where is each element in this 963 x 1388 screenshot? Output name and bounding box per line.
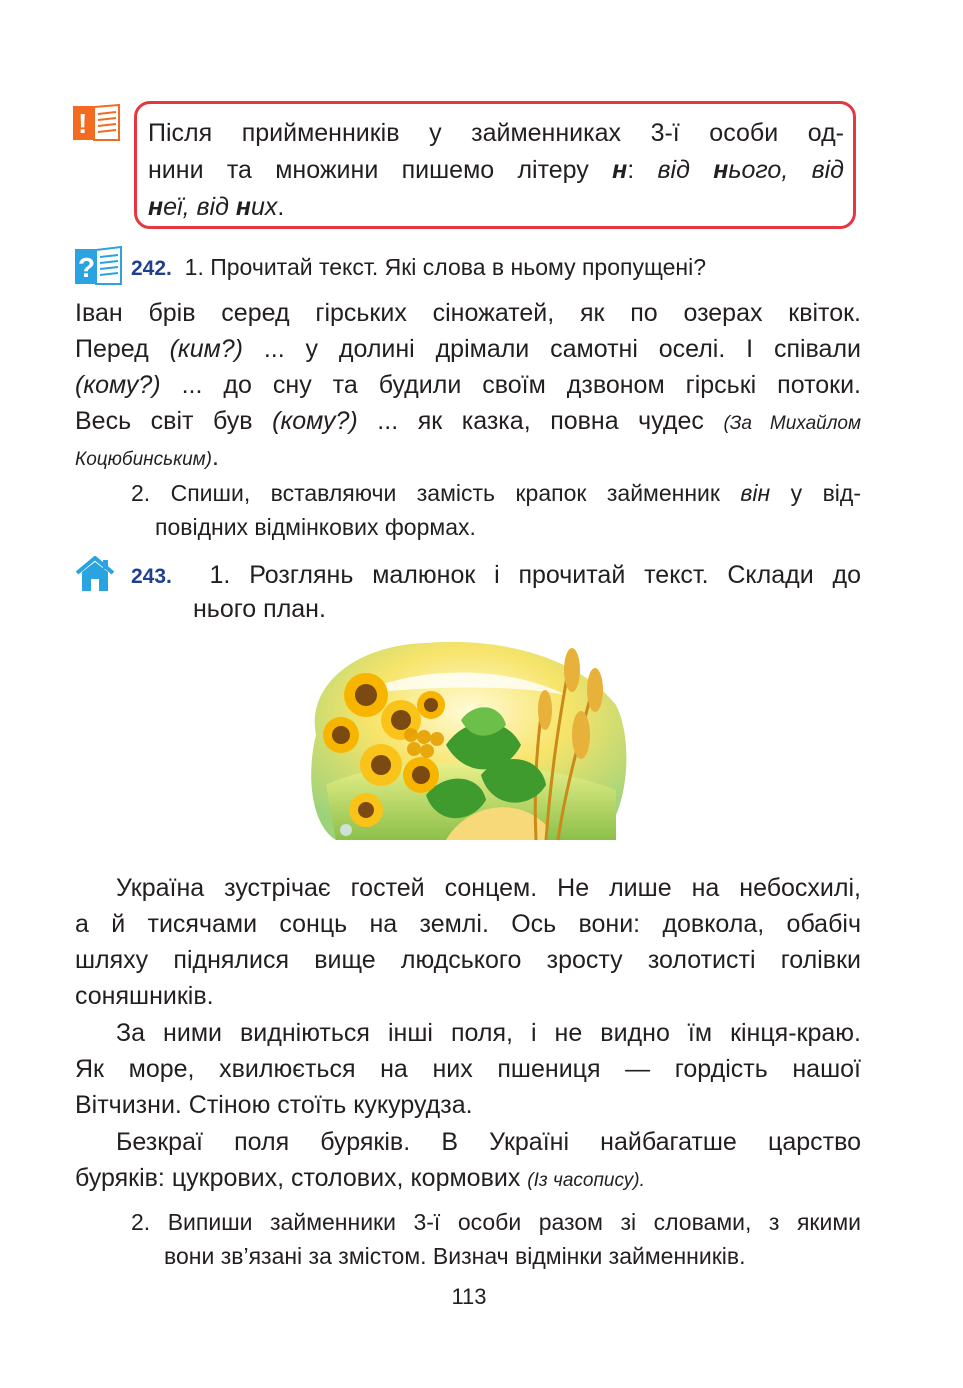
ex243-number: 243. [131, 565, 172, 588]
ex242-task2-line-1 [131, 476, 861, 510]
sunflower-field-illustration [296, 625, 640, 855]
ex242-header [131, 249, 706, 287]
ex243-task1-line-2 [193, 591, 326, 627]
text-part: Перед [75, 335, 170, 363]
source-citation: (Із часопису). [527, 1170, 645, 1191]
ex243-p2-line-3 [75, 1087, 473, 1123]
rule-example: ього, від [728, 156, 844, 184]
rule-text-part: : [627, 156, 658, 184]
ex243-task2-line-2 [164, 1239, 746, 1273]
text-part: Весь світ був [75, 407, 273, 435]
text-part: у від- [770, 480, 861, 506]
ex243-task2-line-1 [131, 1205, 861, 1239]
ex242-text-line-5 [75, 439, 219, 478]
text-part: Як море, хвилюється на них пшениця — гордість нашої [75, 1055, 861, 1083]
ex243-p3-line-1 [116, 1124, 861, 1160]
text-part: ... до сну та будили своїм дзвоном гірські потоки. [160, 371, 861, 399]
ex242-text-line-3 [75, 367, 861, 403]
text-part: повідних відмінкових формах. [155, 514, 476, 540]
source-citation: Коцюбинським) [75, 449, 213, 470]
ex243-p1-line-4 [75, 978, 214, 1014]
rule-text [148, 115, 844, 226]
ex242-number: 242. [131, 257, 172, 280]
ex243-p1-line-1 [116, 870, 861, 906]
text-part: 2. Випиши займенники 3-ї особи разом зі словами, з якими [131, 1209, 861, 1235]
question-hint: (кому?) [272, 407, 358, 435]
rule-text-part: . [277, 193, 285, 221]
text-part: Вітчизни. Стіною стоїть кукурудза. [75, 1091, 473, 1119]
ex243-task1-line-1: 1. Розглянь малюнок і прочитай текст. Склади до [209, 561, 861, 589]
rule-letter: н [713, 156, 729, 184]
text-part: соняшників. [75, 982, 214, 1010]
rule-text-part: нини та множини пишемо літеру [148, 156, 613, 184]
rule-line-1-text: Після прийменників у займенниках 3-ї особи од- [148, 119, 844, 147]
text-part: За ними видніються інші поля, і не видно їм кінця-краю. [116, 1019, 861, 1047]
svg-text:?: ? [78, 252, 96, 283]
text-part: Іван брів серед гірських сіножатей, як по озерах квіток. [75, 299, 861, 327]
text-part: вони зв’язані за змістом. Визнач відмінки займенників. [164, 1243, 746, 1269]
question-hint: (кому?) [75, 371, 161, 399]
rule-icon-book-exclamation-icon [73, 104, 121, 142]
ex243-p3-line-2 [75, 1160, 645, 1199]
ex243-p2-line-2 [75, 1051, 861, 1087]
question-hint: (ким?) [169, 335, 243, 363]
rule-example: их [250, 193, 278, 221]
text-part: шляху піднялися вище людського зросту золотисті голівки [75, 946, 861, 974]
text-part: Безкраї поля буряків. В Україні найбагатше царство [116, 1128, 861, 1156]
book-question-icon [75, 246, 123, 286]
rule-example: еї, від [163, 193, 236, 221]
ex242-task1: 1. Прочитай текст. Які слова в ньому пропущені? [184, 254, 707, 280]
svg-text:!: ! [78, 108, 88, 139]
rule-line-2 [148, 152, 844, 189]
ex242-text-line-2 [75, 331, 861, 367]
text-part: ... у долині дрімали самотні оселі. І співали [242, 335, 861, 363]
text-part: ... як казка, повна чудес [357, 407, 724, 435]
source-citation: (За Михайлом [723, 413, 862, 434]
ex242-text-line-4 [75, 403, 861, 442]
ex242-task2-line-2 [155, 510, 476, 544]
page-number: 113 [451, 1284, 487, 1309]
ex243-p2-line-1 [116, 1015, 861, 1051]
rule-line-3 [148, 189, 844, 226]
text-part: Україна зустрічає гостей сонцем. Не лише на небосхилі, [116, 874, 861, 902]
ex243-header [131, 557, 861, 595]
rule-letter: н [148, 193, 164, 221]
text-part: буряків: цукрових, столових, кормових [75, 1164, 528, 1192]
text-part: 2. Спиши, вставляючи замість крапок займенник [131, 480, 741, 506]
ex242-text-line-1 [75, 295, 861, 331]
ex243-p1-line-2 [75, 906, 861, 942]
rule-line-1 [148, 115, 844, 152]
text-part: . [212, 443, 219, 471]
rule-example: від [657, 156, 714, 184]
pronoun-word: він [740, 480, 771, 506]
house-icon [75, 556, 115, 592]
text-part: а й тисячами сонць на землі. Ось вони: довкола, обабіч [75, 910, 861, 938]
ex243-p1-line-3 [75, 942, 861, 978]
text-part: нього план. [193, 595, 326, 623]
rule-letter: н [612, 156, 628, 184]
rule-letter: н [235, 193, 251, 221]
